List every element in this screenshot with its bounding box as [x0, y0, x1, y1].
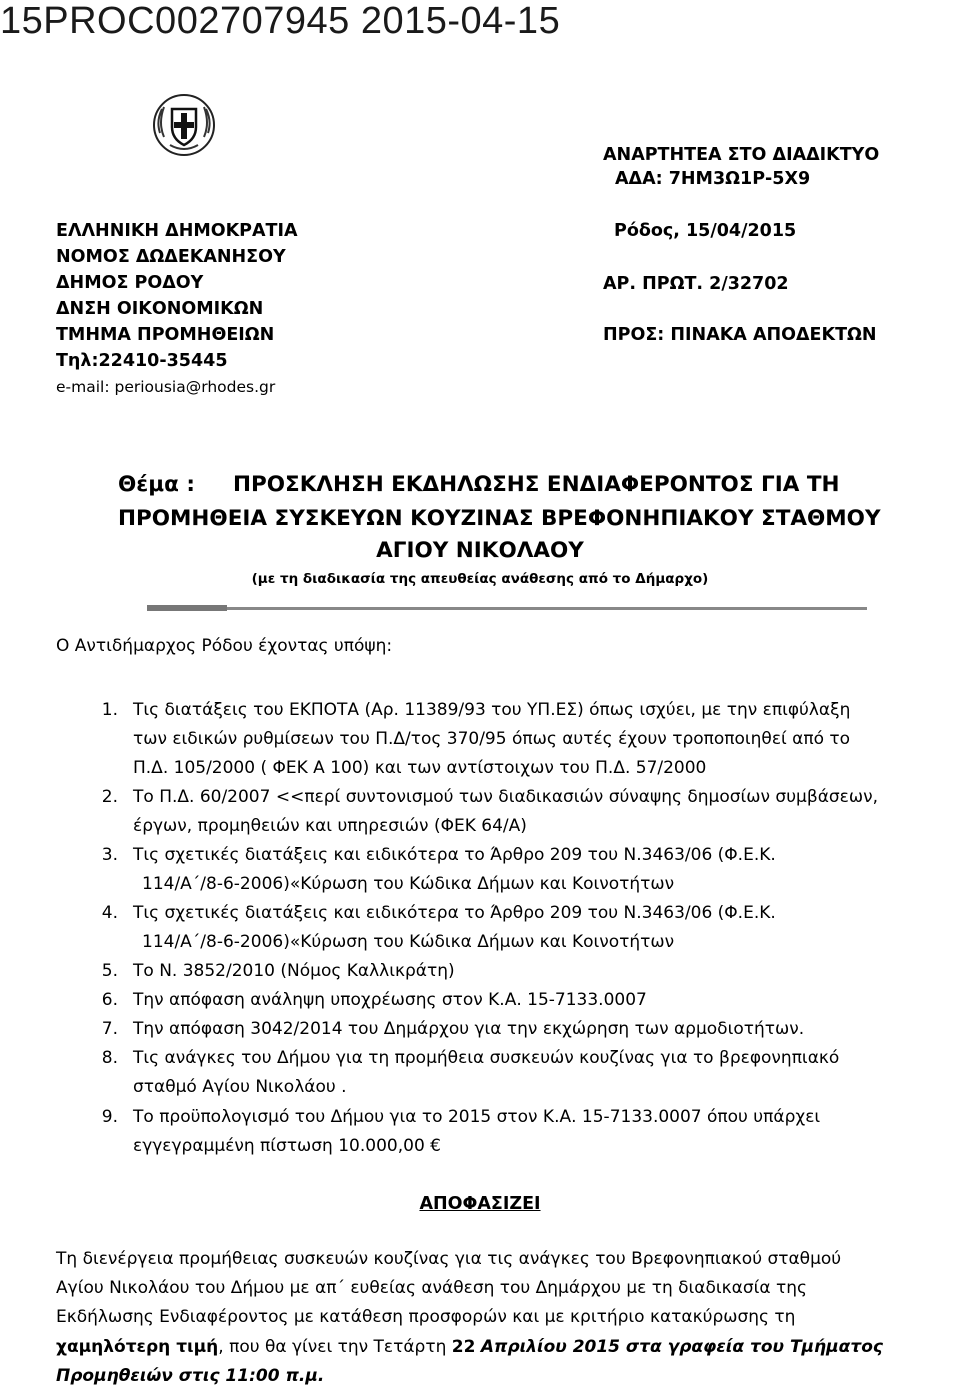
decision-line: Τη διενέργεια προμήθειας συσκευών κουζίνας για τις ανάγκες του Βρεφονηπιακού σταθμού — [56, 1249, 842, 1269]
header-left-line: ΔΗΜΟΣ ΡΟΔΟΥ — [56, 273, 204, 293]
list-item: 114/Α΄/8-6-2006)«Κύρωση του Κώδικα Δήμων και Κοινοτήτων — [142, 932, 675, 952]
list-item: Το προϋπολογισμό του Δήμου για το 2015 στον Κ.Α. 15-7133.0007 όπου υπάρχει — [133, 1107, 821, 1127]
list-item: έργων, προμηθειών και υπηρεσιών (ΦΕΚ 64/Α) — [133, 816, 527, 836]
header-left-line: ΔΝΣΗ ΟΙΚΟΝΟΜΙΚΩΝ — [56, 299, 264, 319]
list-item: Την απόφαση 3042/2014 του Δημάρχου για την εκχώρηση των αρμοδιοτήτων. — [133, 1019, 805, 1039]
header-left-line: ΝΟΜΟΣ ΔΩΔΕΚΑΝΗΣΟΥ — [56, 247, 286, 267]
list-item: Την απόφαση ανάληψη υποχρέωσης στον Κ.Α. 15-7133.0007 — [133, 990, 647, 1010]
list-item: εγγεγραμμένη πίστωση 10.000,00 € — [133, 1136, 441, 1156]
document-id: 15PROC002707945 2015-04-15 — [0, 0, 561, 42]
decision-title: ΑΠΟΦΑΣΙΖΕΙ — [419, 1194, 541, 1214]
list-item: των ειδικών ρυθμίσεων του Π.Δ/τος 370/95 όπως αυτές έχουν τροποποιηθεί από το — [133, 729, 851, 749]
email-line: e-mail: periousia@rhodes.gr — [56, 378, 276, 396]
separator-line — [147, 605, 867, 611]
day-number: 22 — [451, 1337, 476, 1357]
place-date: Ρόδος, 15/04/2015 — [614, 221, 797, 241]
list-item: Τις σχετικές διατάξεις και ειδικότερα το Άρθρο 209 του Ν.3463/06 (Φ.Ε.Κ. — [133, 903, 776, 923]
list-item: Τις διατάξεις του ΕΚΠΟΤΑ (Αρ. 11389/93 του ΥΠ.ΕΣ) όπως ισχύει, με την επιφύλαξη — [133, 700, 851, 720]
decision-line: Προμηθειών στις 11:00 π.μ. — [56, 1366, 325, 1386]
item-number: 5. — [101, 961, 118, 981]
item-number: 2. — [101, 787, 118, 807]
item-number: 8. — [101, 1048, 118, 1068]
header-left-line: ΤΜΗΜΑ ΠΡΟΜΗΘΕΙΩΝ — [56, 325, 275, 345]
header-left-line: Τηλ:22410-35445 — [56, 351, 228, 371]
item-number: 7. — [101, 1019, 118, 1039]
list-item: Τις σχετικές διατάξεις και ειδικότερα το Άρθρο 209 του Ν.3463/06 (Φ.Ε.Κ. — [133, 845, 776, 865]
date-location-text: Απριλίου 2015 στα γραφεία του Τμήματος — [480, 1337, 883, 1357]
subject-line: ΠΡΟΜΗΘΕΙΑ ΣΥΣΚΕΥΩΝ ΚΟΥΖΙΝΑΣ ΒΡΕΦΟΝΗΠΙΑΚΟΥ ΣΤΑΘΜΟΥ — [118, 506, 881, 531]
list-item: 114/Α΄/8-6-2006)«Κύρωση του Κώδικα Δήμων και Κοινοτήτων — [142, 874, 675, 894]
ada-code: ΑΔΑ: 7ΗΜ3Ω1Ρ-5Χ9 — [615, 169, 811, 189]
item-number: 1. — [101, 700, 118, 720]
subject-label: Θέμα : — [118, 472, 195, 497]
list-item: Π.Δ. 105/2000 ( ΦΕΚ Α 100) και των αντίστοιχων του Π.Δ. 57/2000 — [133, 758, 707, 778]
post-online-label: ΑΝΑΡΤΗΤΕΑ ΣΤΟ ΔΙΑΔΙΚΤΥΟ — [603, 145, 880, 165]
list-item: Το Ν. 3852/2010 (Νόμος Καλλικράτη) — [133, 961, 455, 981]
protocol-number: ΑΡ. ΠΡΩΤ. 2/32702 — [603, 274, 789, 294]
header-left-line: ΕΛΛΗΝΙΚΗ ΔΗΜΟΚΡΑΤΙΑ — [56, 221, 298, 241]
item-number: 4. — [101, 903, 118, 923]
intro-text: Ο Αντιδήμαρχος Ρόδου έχοντας υπόψη: — [56, 636, 393, 656]
decision-text: , που θα γίνει την Τετάρτη — [218, 1337, 447, 1357]
decision-line: Αγίου Νικολάου του Δήμου με απ΄ ευθείας ανάθεση του Δημάρχου με τη διαδικασία της — [56, 1278, 808, 1298]
list-item: Το Π.Δ. 60/2007 <<περί συντονισμού των διαδικασιών σύναψης δημοσίων συμβάσεων, — [133, 787, 879, 807]
item-number: 9. — [101, 1107, 118, 1127]
subject-line: ΑΓΙΟΥ ΝΙΚΟΛΑΟΥ — [376, 538, 584, 563]
subject-line: ΠΡΟΣΚΛΗΣΗ ΕΚΔΗΛΩΣΗΣ ΕΝΔΙΑΦΕΡΟΝΤΟΣ ΓΙΑ ΤΗ — [233, 472, 840, 497]
subject-note: (με τη διαδικασία της απευθείας ανάθεσης από το Δήμαρχο) — [251, 571, 709, 587]
decision-line — [56, 1337, 883, 1357]
recipient-line: ΠΡΟΣ: ΠΙΝΑΚΑ ΑΠΟΔΕΚΤΩΝ — [603, 325, 877, 345]
decision-line: Εκδήλωσης Ενδιαφέροντος με κατάθεση προσφορών και με κριτήριο κατακύρωσης τη — [56, 1307, 796, 1327]
item-number: 3. — [101, 845, 118, 865]
lowest-price-text: χαμηλότερη τιμή — [56, 1337, 219, 1357]
item-number: 6. — [101, 990, 118, 1010]
list-item: Τις ανάγκες του Δήμου για τη προμήθεια συσκευών κουζίνας για το βρεφονηπιακό — [133, 1048, 840, 1068]
greek-state-emblem-icon — [152, 93, 216, 157]
list-item: σταθμό Αγίου Νικολάου . — [133, 1077, 347, 1097]
